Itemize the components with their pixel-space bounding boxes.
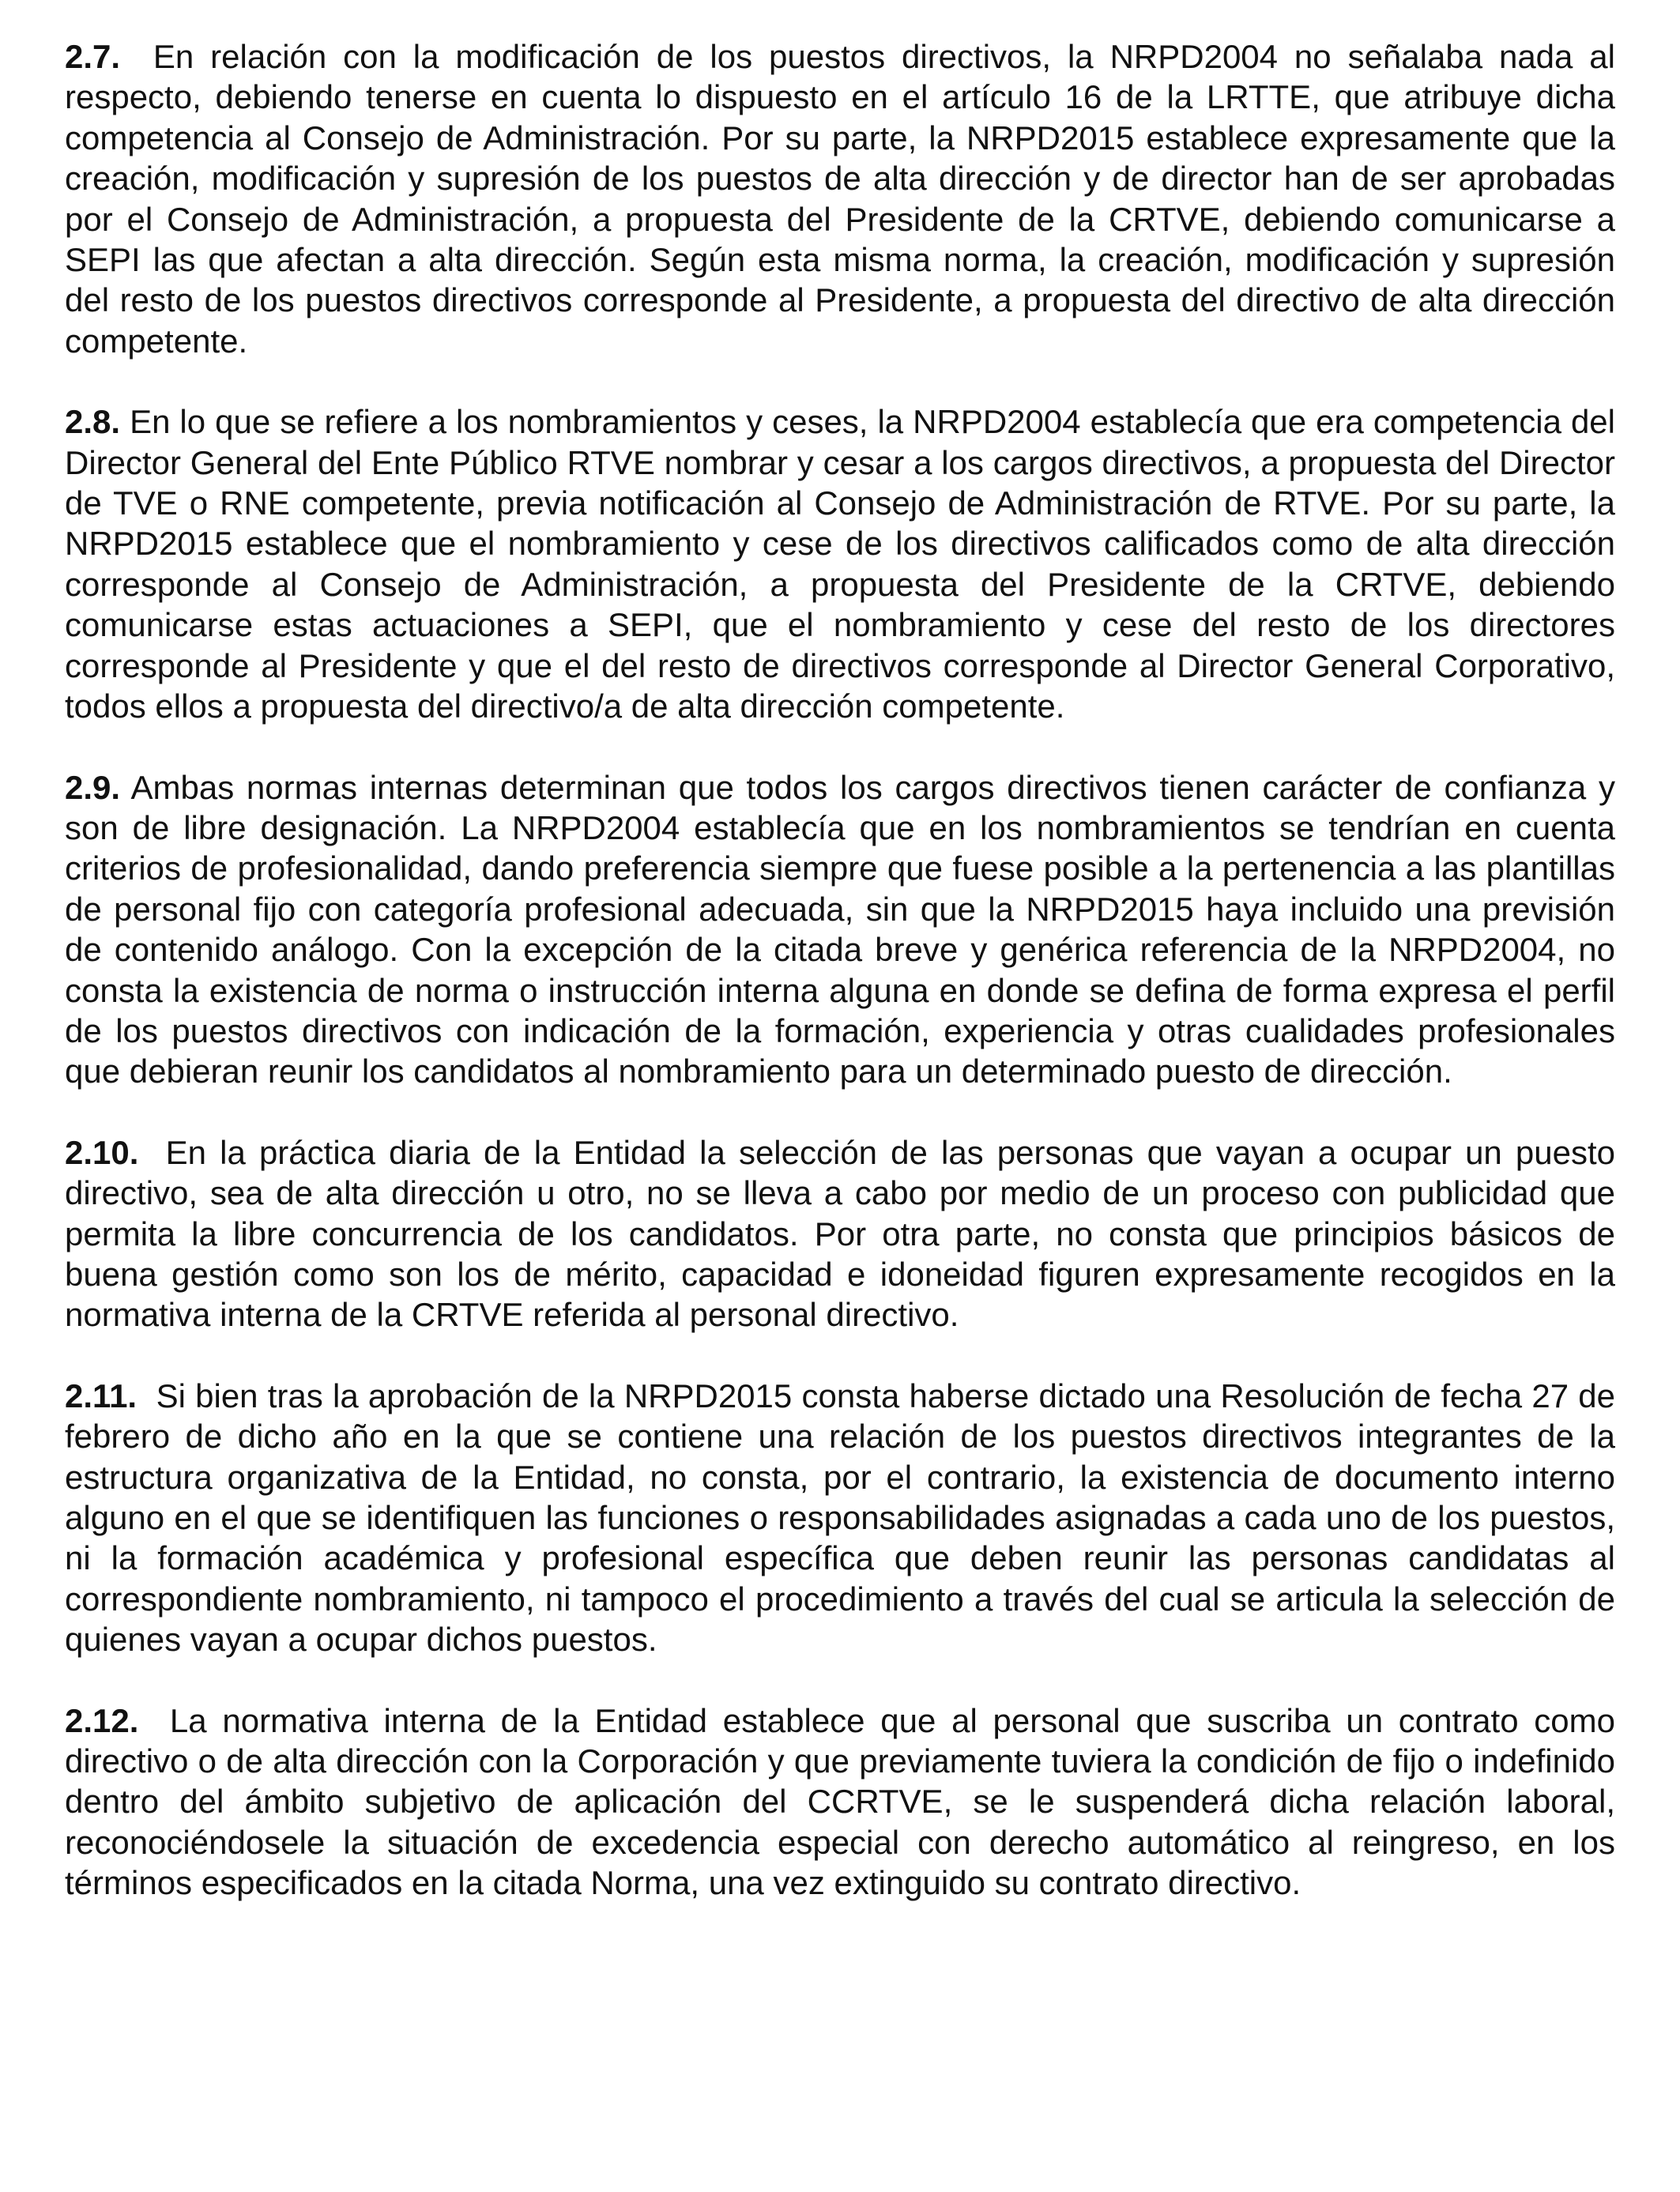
paragraph-number: 2.11.: [65, 1377, 137, 1414]
paragraph-number: 2.9.: [65, 768, 121, 806]
paragraph-2-11: [65, 1376, 1615, 1660]
paragraph-text: En lo que se refiere a los nombramientos y ceses, la NRPD2004 establecía que era competencia del Director General del Ente Público RTVE nombrar y cesar a los cargos directivos, a propuesta del Director de TVE o RNE competente, previa notificación al Consejo de Administración de RTVE. Por su parte, la NRPD2015 establece que el nombramiento y cese de los directivos calificados como de alta dirección corresponde al Consejo de Administración, a propuesta del Presidente de la CRTVE, debiendo comunicarse estas actuaciones a SEPI, que el nombramiento y cese del resto de los directores corresponde al Presidente y que el del resto de directivos corresponde al Director General Corporativo, todos ellos a propuesta del directivo/a de alta dirección competente.: [65, 403, 1615, 725]
paragraph-text: Si bien tras la aprobación de la NRPD2015 consta haberse dictado una Resolución de fecha 27 de febrero de dicho año en la que se contiene una relación de los puestos directivos integrantes de la estructura organizativa de la Entidad, no consta, por el contrario, la existencia de documento interno alguno en el que se identifiquen las funciones o responsabilidades asignadas a cada uno de los puestos, ni la formación académica y profesional específica que deben reunir las personas candidatas al correspondiente nombramiento, ni tampoco el procedimiento a través del cual se articula la selección de quienes vayan a ocupar dichos puestos.: [65, 1377, 1615, 1659]
paragraph-2-7: [65, 36, 1615, 361]
paragraph-text: Ambas normas internas determinan que todos los cargos directivos tienen carácter de confianza y son de libre designación. La NRPD2004 establecía que en los nombramientos se tendrían en cuenta criterios de profesionalidad, dando preferencia siempre que fuese posible a la pertenencia a las plantillas de personal fijo con categoría profesional adecuada, sin que la NRPD2015 haya incluido una previsión de contenido análogo. Con la excepción de la citada breve y genérica referencia de la NRPD2004, no consta la existencia de norma o instrucción interna alguna en donde se defina de forma expresa el perfil de los puestos directivos con indicación de la formación, experiencia y otras cualidades profesionales que debieran reunir los candidatos al nombramiento para un determinado puesto de dirección.: [65, 768, 1615, 1090]
paragraph-2-8: [65, 401, 1615, 726]
paragraph-number: 2.10.: [65, 1133, 139, 1171]
paragraph-text: En la práctica diaria de la Entidad la selección de las personas que vayan a ocupar un puesto directivo, sea de alta dirección u otro, no se lleva a cabo por medio de un proceso con publicidad que permita la libre concurrencia de los candidatos. Por otra parte, no consta que principios básicos de buena gestión como son los de mérito, capacidad e idoneidad figuren expresamente recogidos en la normativa interna de la CRTVE referida al personal directivo.: [65, 1133, 1615, 1334]
paragraph-text: En relación con la modificación de los puestos directivos, la NRPD2004 no señalaba nada al respecto, debiendo tenerse en cuenta lo dispuesto en el artículo 16 de la LRTTE, que atribuye dicha competencia al Consejo de Administración. Por su parte, la NRPD2015 establece expresamente que la creación, modificación y supresión de los puestos de alta dirección y de director han de ser aprobadas por el Consejo de Administración, a propuesta del Presidente de la CRTVE, debiendo comunicarse a SEPI las que afectan a alta dirección. Según esta misma norma, la creación, modificación y supresión del resto de los puestos directivos corresponde al Presidente, a propuesta del directivo de alta dirección competente.: [65, 38, 1615, 360]
paragraph-number: 2.12.: [65, 1701, 139, 1739]
paragraph-2-12: [65, 1700, 1615, 1904]
paragraph-number: 2.8.: [65, 403, 121, 441]
paragraph-2-10: [65, 1132, 1615, 1335]
paragraph-number: 2.7.: [65, 38, 121, 75]
document-page: [65, 36, 1615, 1944]
paragraph-2-9: [65, 767, 1615, 1092]
paragraph-text: La normativa interna de la Entidad establece que al personal que suscriba un contrato como directivo o de alta dirección con la Corporación y que previamente tuviera la condición de fijo o indefinido dentro del ámbito subjetivo de aplicación del CCRTVE, se le suspenderá dicha relación laboral, reconociéndosele la situación de excedencia especial con derecho automático al reingreso, en los términos especificados en la citada Norma, una vez extinguido su contrato directivo.: [65, 1701, 1615, 1902]
